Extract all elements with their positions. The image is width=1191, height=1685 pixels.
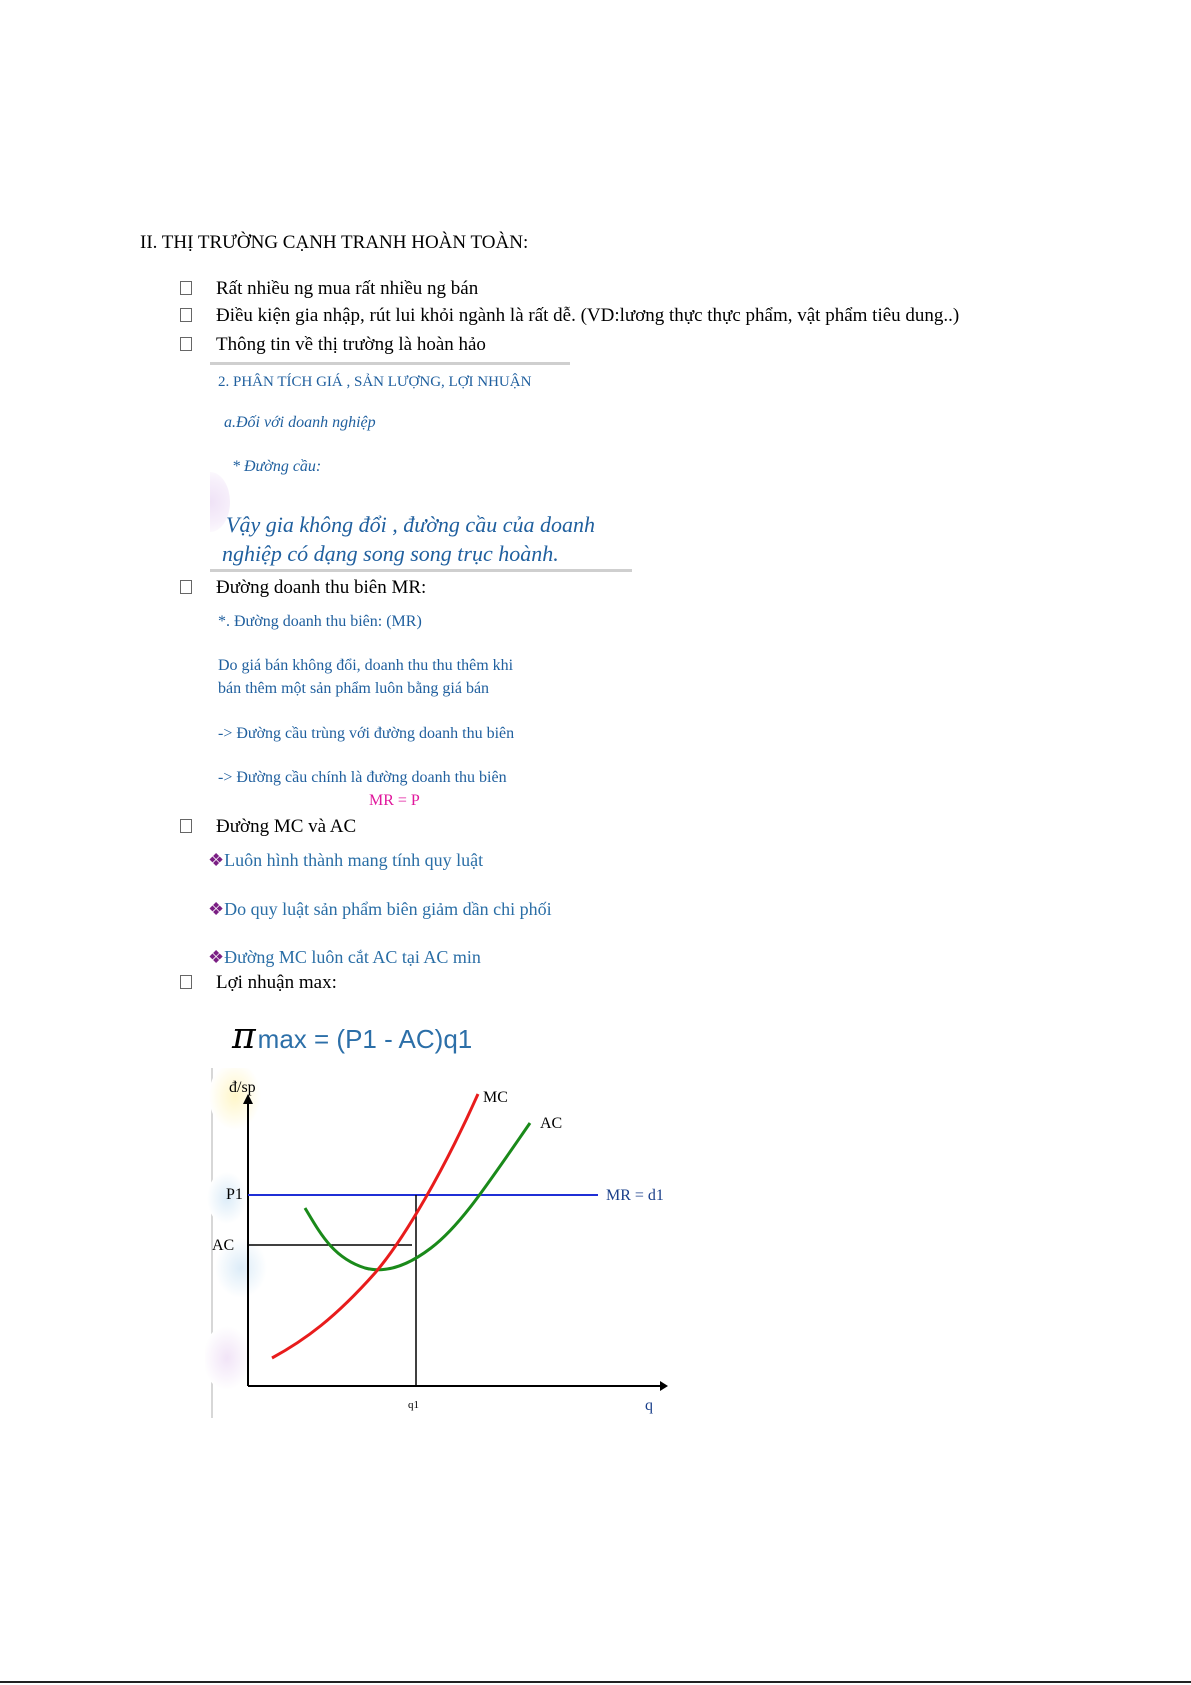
formula-text: max = (P1 - AC)q1 xyxy=(257,1024,473,1054)
slide-mc-ac-item: ❖Đường MC luôn cắt AC tại AC min xyxy=(208,947,481,967)
diamond-bullet-icon: ❖ xyxy=(208,947,225,967)
bullet-text: Điều kiện gia nhập, rút lui khỏi ngành là rất dễ. (VD:lương thực thực phẩm, vật phẩm tiêu dung..) xyxy=(216,305,960,326)
slide-subtitle: a.Đối với doanh nghiệp xyxy=(224,414,376,431)
diamond-bullet-icon: ❖ xyxy=(208,899,225,919)
checkbox-icon xyxy=(180,337,192,351)
checkbox-icon xyxy=(180,281,192,295)
ac-axis-label: AC xyxy=(212,1237,235,1254)
mc-label: MC xyxy=(483,1089,508,1106)
slide-mr-title: *. Đường doanh thu biên: (MR) xyxy=(218,613,422,630)
q1-label: q1 xyxy=(408,1399,419,1411)
decor-bubble xyxy=(209,1068,261,1130)
slide-demand-label: * Đường cầu: xyxy=(232,458,322,475)
bullet-text: Đường MC và AC xyxy=(216,816,357,837)
bullet-item xyxy=(180,816,356,838)
bullet-text: Rất nhiều ng mua rất nhiều ng bán xyxy=(216,278,479,299)
slide-mr-para2: bán thêm một sản phẩm luôn bằng giá bán xyxy=(218,680,490,697)
bullet-item xyxy=(180,305,959,327)
ac-curve xyxy=(305,1123,530,1270)
checkbox-icon xyxy=(180,308,192,322)
slide-mr-arrow1: -> Đường cầu trùng với đường doanh thu biên xyxy=(218,725,515,742)
checkbox-icon xyxy=(180,580,192,594)
profit-graph xyxy=(205,1068,685,1418)
bullet-text: Thông tin về thị trường là hoàn hảo xyxy=(216,334,486,355)
bullet-item xyxy=(180,334,486,356)
decor-bubble xyxy=(205,1326,251,1390)
slide-statement-line1: Vậy gia không đổi , đường cầu của doanh xyxy=(226,512,595,537)
p1-label: P1 xyxy=(226,1186,243,1203)
profit-formula xyxy=(232,1016,472,1057)
checkbox-icon xyxy=(180,819,192,833)
bullet-item xyxy=(180,972,337,994)
slide-statement-line2: nghiệp có dạng song song trục hoành. xyxy=(222,541,559,566)
x-axis-arrow-icon xyxy=(660,1381,668,1391)
bullet-text: Lợi nhuận max: xyxy=(216,972,337,993)
mc-curve xyxy=(272,1094,478,1358)
slide-top-rule xyxy=(210,362,570,365)
bullet-item xyxy=(180,577,426,599)
slide-bottom-rule xyxy=(210,569,632,572)
slide-mr-equation: MR = P xyxy=(369,792,420,809)
bullet-text: Đường doanh thu biên MR: xyxy=(216,577,427,598)
diamond-bullet-icon: ❖ xyxy=(208,850,225,870)
slide-mc-ac-item: ❖Luôn hình thành mang tính quy luật xyxy=(208,850,484,870)
section-heading: II. THỊ TRƯỜNG CẠNH TRANH HOÀN TOÀN: xyxy=(140,232,529,253)
bullet-item xyxy=(180,278,478,300)
slide-mr-para1: Do giá bán không đổi, doanh thu thu thêm khi xyxy=(218,657,514,674)
y-axis-label: đ/sp xyxy=(229,1079,256,1096)
checkbox-icon xyxy=(180,975,192,989)
mr-label: MR = d1 xyxy=(606,1187,664,1204)
slide-title: 2. PHÂN TÍCH GIÁ , SẢN LƯỢNG, LỢI NHUẬN xyxy=(218,374,532,390)
slide-mr-arrow2: -> Đường cầu chính là đường doanh thu biên xyxy=(218,769,507,786)
ac-curve-label: AC xyxy=(540,1115,563,1132)
page-bottom-rule xyxy=(0,1681,1191,1683)
slide-mc-ac-item: ❖Do quy luật sản phẩm biên giảm dần chi phối xyxy=(208,899,552,919)
pi-symbol: π xyxy=(232,1016,256,1057)
x-axis-label: q xyxy=(645,1397,653,1414)
